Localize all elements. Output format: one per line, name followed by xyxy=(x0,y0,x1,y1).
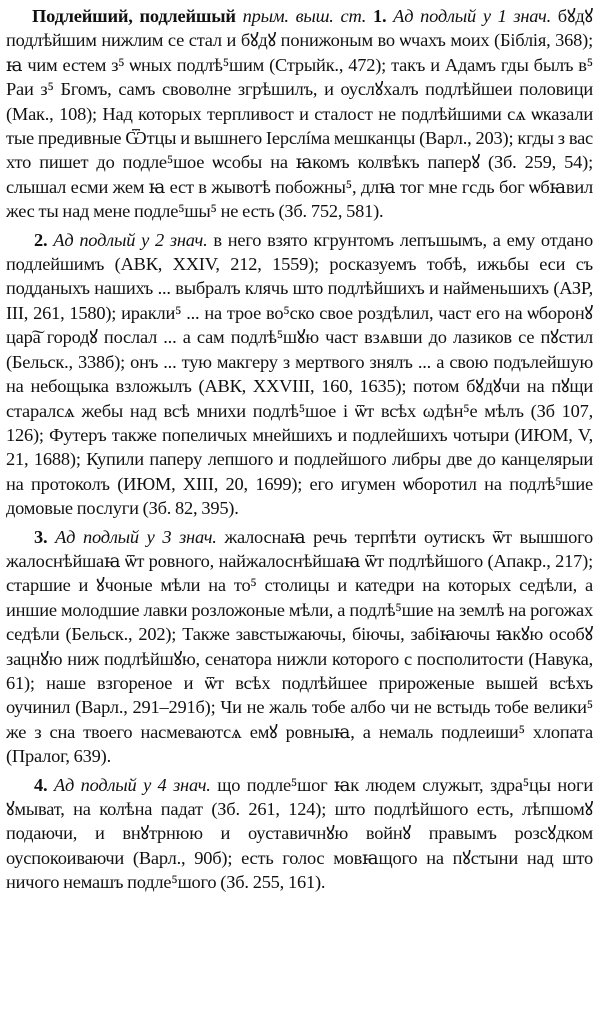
sense-definition: Ад подлый xyxy=(53,774,137,795)
sense-text: що подле⁵шог ꙗк людем служыт, здра⁵цы ноги ꙋмыват, на колѣна падат (Зб. 261, 124); што подлѣйшого есть, лѣпшомꙋ подаючи, и внꙋтрнюю и оуставичнꙋю войнꙋ правымъ розсꙋдком оуспокоиваючи (Варл., 90б); есть голос мовꙗщого на пꙋстыни над што ничого немашъ подле⁵шого (Зб. 255, 161). xyxy=(6,774,593,893)
entry-sense-4 xyxy=(6,773,593,895)
sense-text: бꙋдꙋ подлѣйшим нижлим се стал и бꙋдꙋ понижоным во ѡчахъ моих (Біблія, 368); ꙗ чим естем з⁵ ѡных подлѣ⁵шим (Стрыйк., 472); такъ и Адамъ гды былъ в⁵ Раи з⁵ Бгомъ, самъ своволне згрѣшилъ, и оуслꙋхалъ подлѣйшеи половици (Мак., 108); Над которых терпливост и сталост не подлѣйшими сѧ ѡказали тые предивные Ѿтцы и вышнего Іерслíма мешканцы (Варл., 203); кгды з вас хто пишет до подле⁵шое ѡсобы на ꙗкомъ колвѣкъ паперꙋ (Зб. 259, 54); слышал есми жем ꙗ ест в жывотѣ побожны⁵, длꙗ тог мне гсдь бог ѡбꙗвил жес ты над мене подле⁵шы⁵ не есть (Зб. 752, 581). xyxy=(6,6,593,222)
sense-number: 1. xyxy=(372,6,387,26)
sense-reference: у 1 знач. xyxy=(482,6,551,26)
sense-reference: у 3 знач. xyxy=(146,526,217,547)
sense-text: в него взято кгрунтомъ лепъшымъ, а ему отдано подлейшимъ (АВК, XXIV, 212, 1559); росказуемъ тобѣ, ижьбы еси съ подданыхъ нашихъ ... выбралъ клячь што подлѣйшихъ и найменьшихъ (АЗР, III, 261, 1580); иракли⁵ ... на трое во⁵ско свое роздѣлил, част его на ѡборонꙋ цар͠а городꙋ послал ... а сам подлѣ⁵шꙋю част взѧвши до лазиков се пꙋстил (Бельск., 338б); онъ ... тую макгеру з мертвого знялъ ... а свою подълейшую на небощыка взложылъ (АВК, XXVIII, 160, 1635); потом бꙋдꙋчи на пꙋщи старалсѧ жебы над всѣ мнихи подлѣ⁵шое і ѿт всѣх ωдѣн⁵е мѣлъ (Зб 107, 126); Футеръ также попеличых мнейшихъ и подлейшихъ чотыри (ИЮМ, V, 21, 1688); Купили паперу лепшого и подлейшого либры две до канцелярыи на протоколъ (ИЮМ, XIII, 20, 1699); его игумен ѡборотил на подлѣ⁵шие домовые послуги (Зб. 82, 395). xyxy=(6,229,593,519)
entry-sense-3 xyxy=(6,525,593,769)
sense-reference: у 2 знач. xyxy=(141,229,208,250)
sense-definition: Ад подлый xyxy=(393,6,477,26)
sense-definition: Ад подлый xyxy=(53,229,136,250)
entry-headword: Подлейший, подлейшый xyxy=(32,6,236,26)
sense-number: 3. xyxy=(34,526,48,547)
sense-definition: Ад подлый xyxy=(55,526,139,547)
sense-number: 2. xyxy=(34,229,48,250)
sense-reference: у 4 знач. xyxy=(143,774,211,795)
entry-grammar: прым. выш. ст. xyxy=(242,6,367,26)
entry-sense-2 xyxy=(6,228,593,521)
sense-text: жалоснаꙗ речь терпѣти оутискъ ѿт вышшого жалоснѣйшаꙗ ѿт ровного, найжалоснѣйшаꙗ ѿт подлѣйшого (Апакр., 217); старшие и ꙋчоные мѣли на то⁵ столицы и катедри на которых седѣли, а иншие молодшие лавки розложоные мѣли, а подлѣ⁵шие на землѣ на рогожах седѣли (Бельск., 202); Также завстыжаючы, біючы, забіꙗючы ꙗкꙋю особꙋ зацнꙋю ниж подлѣйшꙋю, сенатора нижли которого с посполитости (Навука, 61); наше взгореное и ѿт всѣх подлѣйшее прироженые вышей всѣхъ оучинил (Варл., 291–291б); Чи не жаль тобе албо чи не встыдь тобе велики⁵ же з сна твоего насмеваютсѧ емꙋ ровныꙗ, а немаль подлеиши⁵ хлопата (Пралог, 639). xyxy=(6,526,593,767)
sense-number: 4. xyxy=(34,774,48,795)
entry-sense-1 xyxy=(6,4,593,224)
